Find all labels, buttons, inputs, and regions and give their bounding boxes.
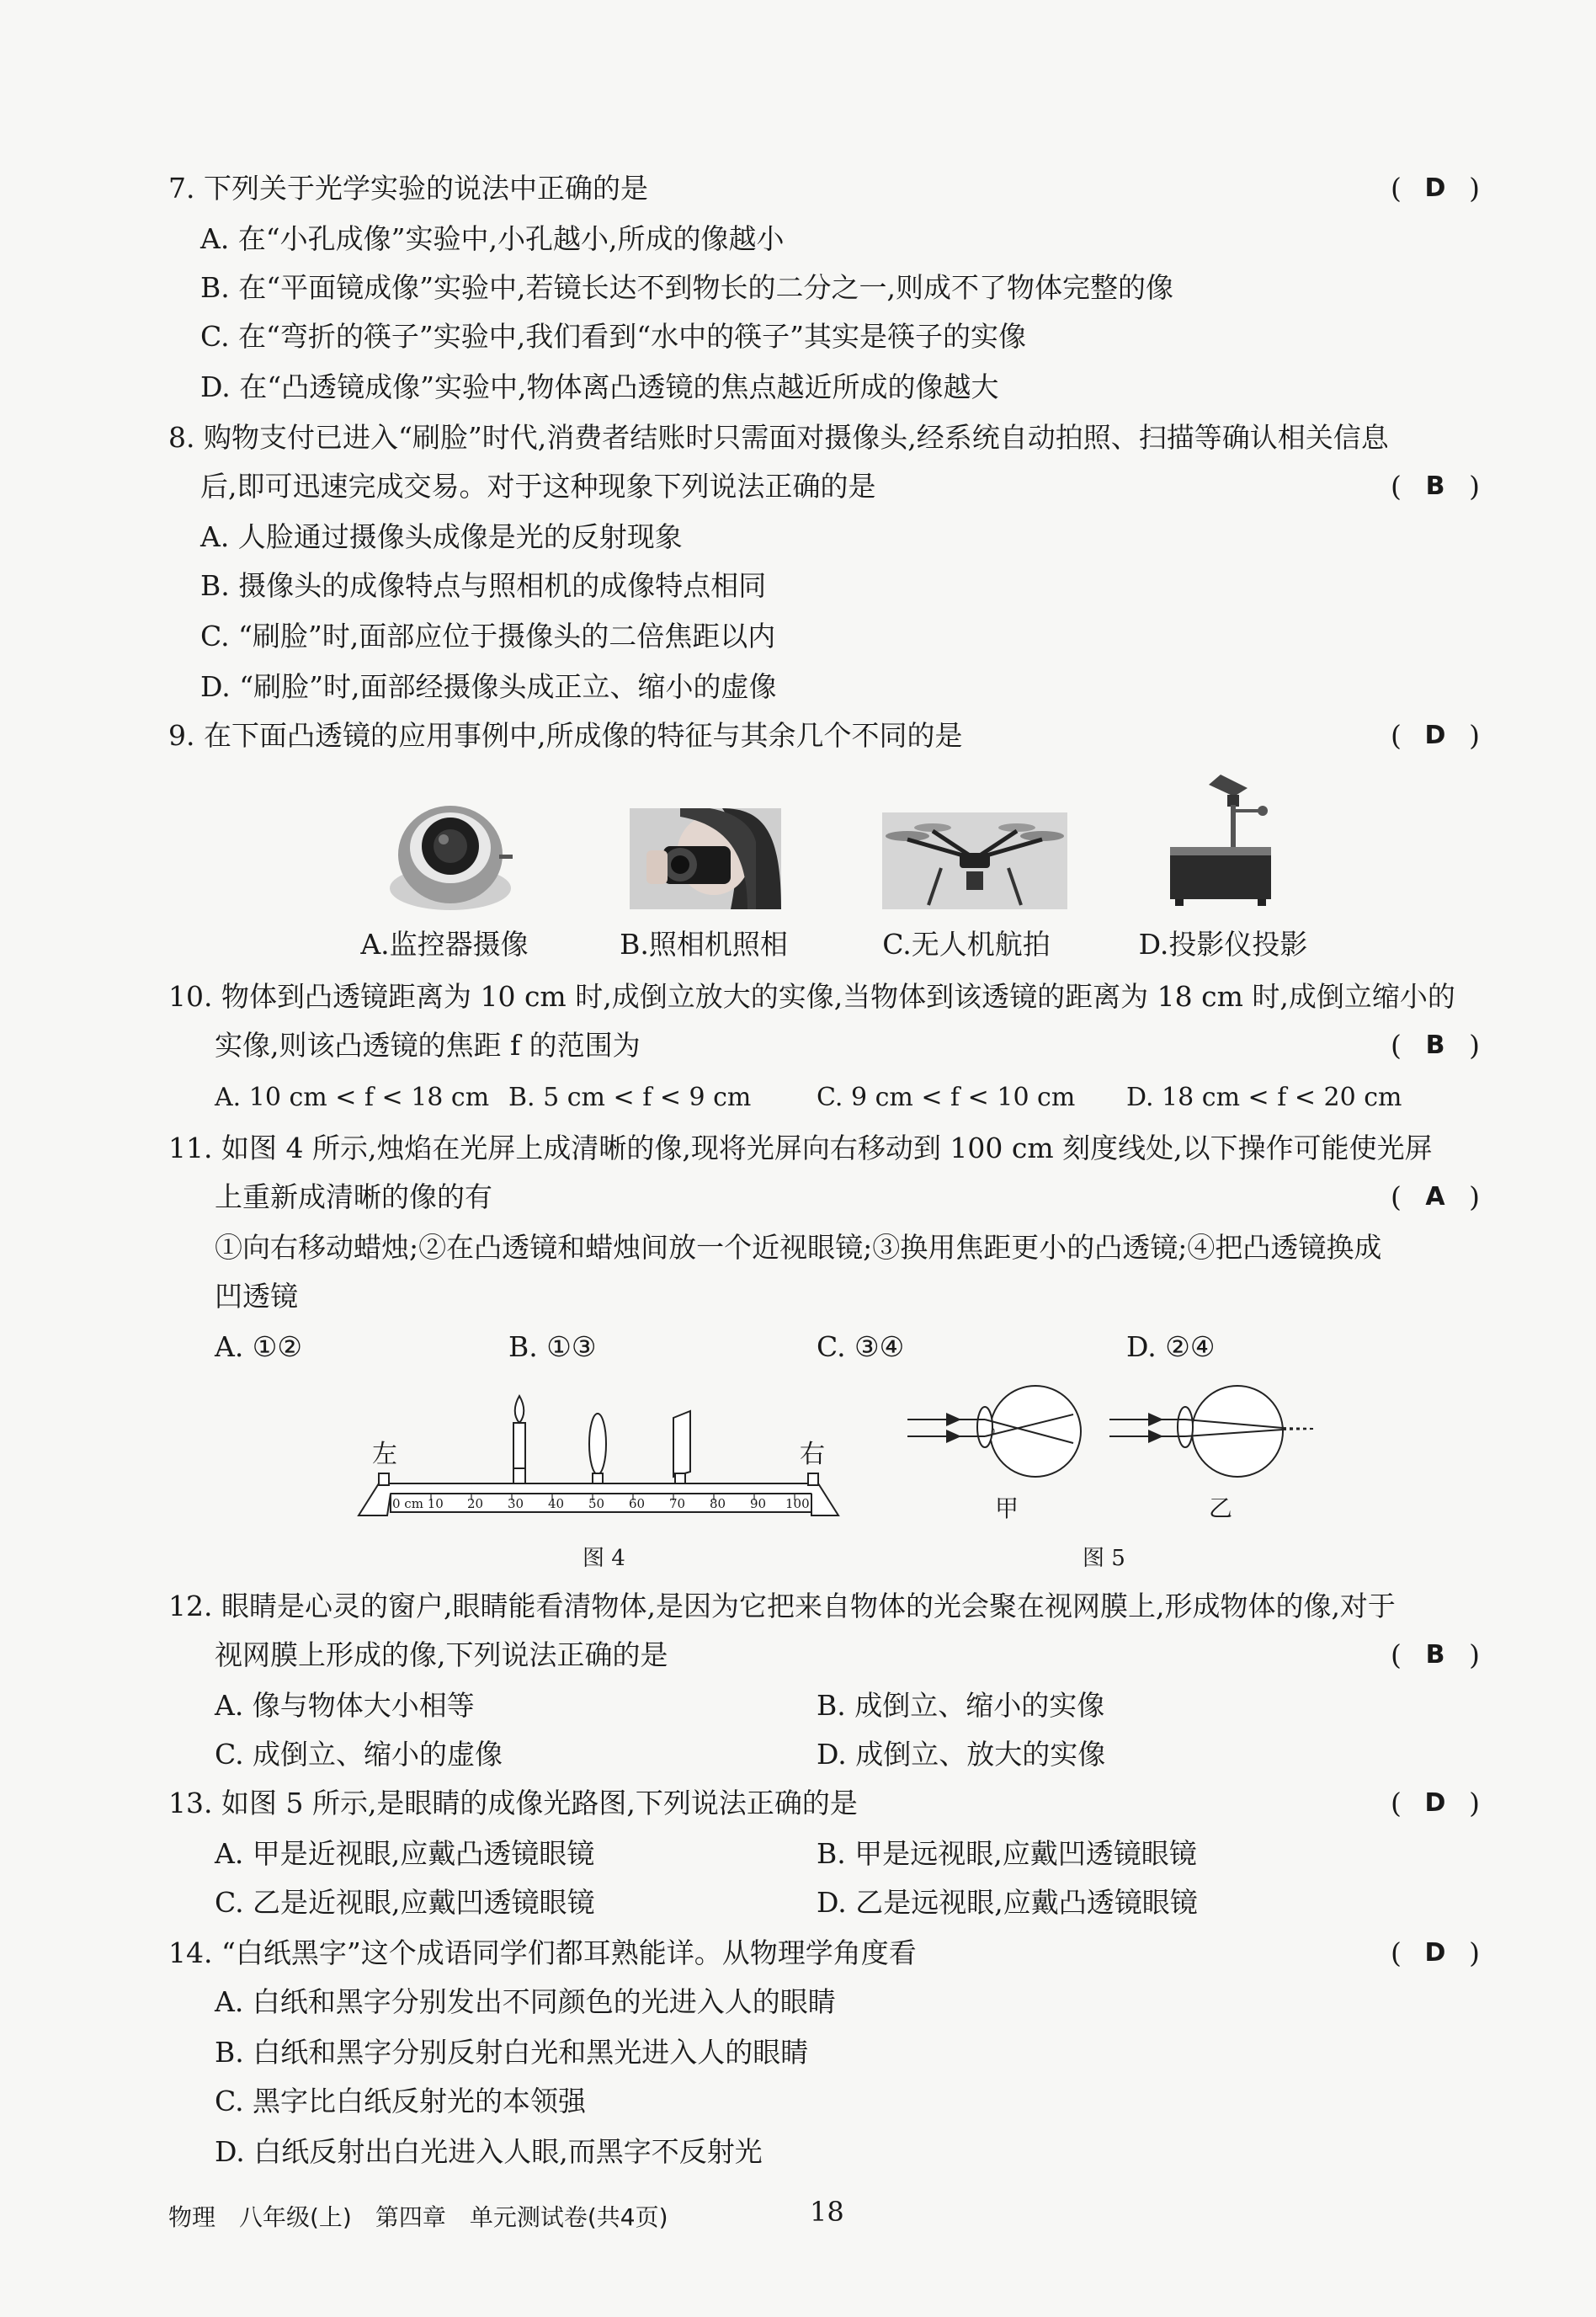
- q10-stem-line2: 实像,则该凸透镜的焦距 f 的范围为: [215, 1029, 641, 1062]
- q13-option-c: C. 乙是近视眼,应戴凹透镜眼镜: [215, 1886, 595, 1919]
- fig4-tick-100: 100: [785, 1496, 810, 1511]
- q13-answer: ( D ): [1391, 1787, 1480, 1819]
- fig4-tick-80: 80: [710, 1496, 726, 1511]
- camera-photo-image: [630, 808, 781, 909]
- q14-option-a: A. 白纸和黑字分别发出不同颜色的光进入人的眼睛: [215, 1985, 836, 2018]
- q11-option-d: D. ②④: [1126, 1330, 1216, 1363]
- q12-stem-line1: 12. 眼睛是心灵的窗户,眼睛能看清物体,是因为它把来自物体的光会聚在视网膜上,形成物体的像,对于: [168, 1590, 1396, 1622]
- q7-option-b: B. 在“平面镜成像”实验中,若镜长达不到物长的二分之一,则成不了物体完整的像: [200, 271, 1173, 304]
- q7-option-d: D. 在“凸透镜成像”实验中,物体离凸透镜的焦点越近所成的像越大: [200, 370, 999, 403]
- fig4-left-label: 左: [372, 1440, 397, 1469]
- q12-option-a: A. 像与物体大小相等: [215, 1689, 475, 1722]
- q7-answer: ( D ): [1391, 172, 1480, 205]
- q9-caption-d: D.投影仪投影: [1138, 928, 1308, 961]
- q9-caption-b: B.照相机照相: [620, 928, 788, 961]
- q12-stem-line2: 视网膜上形成的像,下列说法正确的是: [215, 1638, 668, 1671]
- q13-stem: 13. 如图 5 所示,是眼睛的成像光路图,下列说法正确的是: [168, 1787, 858, 1819]
- q8-stem-line2: 后,即可迅速完成交易。对于这种现象下列说法正确的是: [200, 470, 876, 503]
- fig4-right-label: 右: [800, 1440, 825, 1469]
- fig4-tick-90: 90: [750, 1496, 767, 1511]
- q10-answer: ( B ): [1391, 1029, 1480, 1062]
- q12-option-d: D. 成倒立、放大的实像: [817, 1738, 1106, 1771]
- q11-stem-line2: 上重新成清晰的像的有: [215, 1180, 492, 1213]
- q13-option-b: B. 甲是远视眼,应戴凹透镜眼镜: [817, 1837, 1197, 1870]
- q8-stem-line1: 8. 购物支付已进入“刷脸”时代,消费者结账时只需面对摄像头,经系统自动拍照、扫描等确认相关信息: [168, 421, 1389, 454]
- q10-option-c: C. 9 cm < f < 10 cm: [817, 1083, 1076, 1112]
- fig4-tick-50: 50: [588, 1496, 605, 1511]
- fig5-label-yi: 乙: [1209, 1494, 1233, 1522]
- q12-answer: ( B ): [1391, 1638, 1480, 1671]
- q11-option-a: A. ①②: [215, 1330, 302, 1363]
- q7-option-c: C. 在“弯折的筷子”实验中,我们看到“水中的筷子”其实是筷子的实像: [200, 320, 1027, 353]
- q10-option-a: A. 10 cm < f < 18 cm: [215, 1083, 490, 1112]
- fig4-tick-60: 60: [629, 1496, 646, 1511]
- q11-option-b: B. ①③: [508, 1330, 597, 1363]
- q7-option-a: A. 在“小孔成像”实验中,小孔越小,所成的像越小: [200, 222, 785, 255]
- fig5-label-jia: 甲: [995, 1494, 1019, 1522]
- projector-image: [1162, 773, 1288, 912]
- fig4-tick-40: 40: [548, 1496, 565, 1511]
- q8-option-b: B. 摄像头的成像特点与照相机的成像特点相同: [200, 569, 767, 602]
- q13-option-a: A. 甲是近视眼,应戴凸透镜眼镜: [215, 1837, 595, 1870]
- q8-answer: ( B ): [1391, 470, 1480, 503]
- q9-answer: ( D ): [1391, 719, 1480, 752]
- q12-option-b: B. 成倒立、缩小的实像: [817, 1689, 1105, 1722]
- q12-option-c: C. 成倒立、缩小的虚像: [215, 1738, 503, 1771]
- q8-option-c: C. “刷脸”时,面部应位于摄像头的二倍焦距以内: [200, 620, 776, 652]
- fig4-caption: 图 4: [583, 1546, 625, 1571]
- q10-option-b: B. 5 cm < f < 9 cm: [508, 1083, 752, 1112]
- q14-stem: 14. “白纸黑字”这个成语同学们都耳熟能详。从物理学角度看: [168, 1936, 917, 1969]
- q7-stem: 7. 下列关于光学实验的说法中正确的是: [168, 172, 648, 205]
- q10-option-d: D. 18 cm < f < 20 cm: [1126, 1083, 1402, 1112]
- q11-answer: ( A ): [1391, 1180, 1480, 1213]
- fig5-caption: 图 5: [1083, 1546, 1125, 1571]
- q11-option-c: C. ③④: [817, 1330, 905, 1363]
- q10-stem-line1: 10. 物体到凸透镜距离为 10 cm 时,成倒立放大的实像,当物体到该透镜的距离为 18 cm 时,成倒立缩小的: [168, 980, 1455, 1013]
- fig4-tick-70: 70: [669, 1496, 686, 1511]
- q11-stem-line1: 11. 如图 4 所示,烛焰在光屏上成清晰的像,现将光屏向右移动到 100 cm 刻度线处,以下操作可能使光屏: [168, 1132, 1433, 1164]
- footer-subject: 物理 八年级(上) 第四章 单元测试卷(共4页): [168, 2203, 668, 2231]
- q8-option-d: D. “刷脸”时,面部经摄像头成正立、缩小的虚像: [200, 670, 777, 703]
- q11-list-line1: ①向右移动蜡烛;②在凸透镜和蜡烛间放一个近视眼镜;③换用焦距更小的凸透镜;④把凸透镜换成: [215, 1231, 1382, 1264]
- surveillance-camera-image: [383, 787, 518, 922]
- fig4-tick-30: 30: [508, 1496, 524, 1511]
- q9-stem: 9. 在下面凸透镜的应用事例中,所成像的特征与其余几个不同的是: [168, 719, 963, 752]
- q14-option-d: D. 白纸反射出白光进入人眼,而黑字不反射光: [215, 2135, 763, 2168]
- q14-option-c: C. 黑字比白纸反射光的本领强: [215, 2085, 587, 2117]
- q13-option-d: D. 乙是远视眼,应戴凸透镜眼镜: [817, 1886, 1198, 1919]
- q9-caption-a: A.监控器摄像: [360, 928, 529, 961]
- q8-option-a: A. 人脸通过摄像头成像是光的反射现象: [200, 520, 683, 553]
- page-number: 18: [810, 2196, 844, 2228]
- q14-answer: ( D ): [1391, 1936, 1480, 1969]
- q11-list-line2: 凹透镜: [215, 1280, 298, 1313]
- q9-caption-c: C.无人机航拍: [882, 928, 1051, 961]
- fig4-tick-0: 0 cm 10: [392, 1496, 444, 1511]
- q14-option-b: B. 白纸和黑字分别反射白光和黑光进入人的眼睛: [215, 2036, 809, 2069]
- figure-5-eye-diagrams: [901, 1381, 1322, 1490]
- fig4-tick-20: 20: [467, 1496, 484, 1511]
- drone-image: [882, 812, 1067, 909]
